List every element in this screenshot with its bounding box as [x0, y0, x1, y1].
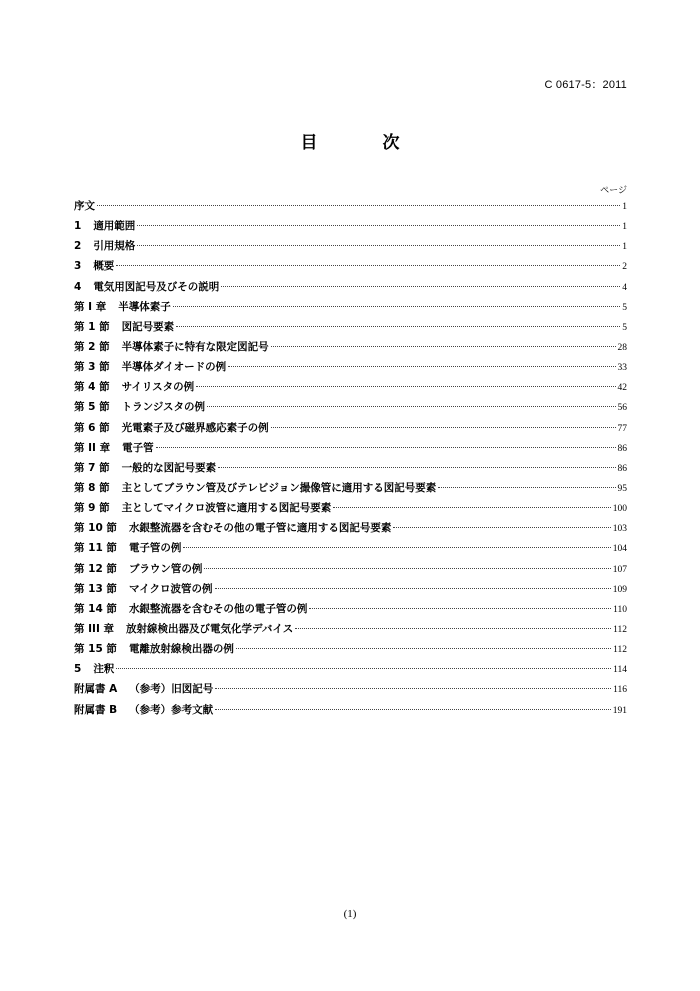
toc-entry-number: 第 2 節: [74, 340, 110, 353]
toc-entry-number: 第 7 節: [74, 461, 110, 474]
toc-entry[interactable]: [74, 440, 627, 460]
toc-entry-label: 水銀整流器を含むその他の電子管の例: [128, 602, 308, 615]
toc-entry-number: 5: [74, 663, 82, 676]
toc-entry-number: 第 15 節: [74, 643, 117, 656]
toc-entry-label: 電子管の例: [128, 542, 182, 555]
toc-entry-label: 光電素子及び磁界感応素子の例: [121, 421, 269, 434]
dot-leader: [173, 306, 621, 307]
toc-entry-label: マイクロ波管の例: [128, 582, 213, 595]
toc-entry-page: 1: [622, 202, 627, 212]
toc-entry[interactable]: [74, 379, 627, 399]
toc-entry-page: 4: [622, 282, 627, 293]
toc-entry-label: （参考）旧図記号: [129, 683, 214, 696]
toc-entry-label: 注釈: [93, 663, 115, 676]
toc-entry-page: 5: [622, 322, 627, 333]
toc-entry[interactable]: [74, 359, 627, 379]
toc-entry[interactable]: [74, 279, 627, 299]
dot-leader: [215, 588, 611, 589]
dot-leader: [393, 527, 610, 528]
toc-entry-number: 第 III 章: [74, 622, 115, 635]
toc-entry[interactable]: [74, 319, 627, 339]
toc-entry-label: 図記号要素: [121, 320, 175, 333]
toc-entry-label: トランジスタの例: [121, 401, 206, 414]
toc-entry-number: 第 I 章: [74, 300, 107, 313]
toc-entry[interactable]: [74, 399, 627, 419]
toc-entry[interactable]: [74, 540, 627, 560]
toc-entry-page: 56: [617, 403, 627, 414]
dot-leader: [271, 346, 616, 347]
dot-leader: [271, 427, 616, 428]
toc-entry-label: 概要: [93, 260, 115, 273]
toc-entry-label: 電離放射線検出器の例: [128, 643, 234, 656]
toc-entry-number: 第 3 節: [74, 361, 110, 374]
toc-entry-label: （参考）参考文献: [129, 703, 214, 716]
toc-entry-label: 半導体ダイオードの例: [121, 361, 227, 374]
toc-entry[interactable]: [74, 561, 627, 581]
toc-entry-number: 第 1 節: [74, 320, 110, 333]
toc-entry-label: 半導体素子に特有な限定図記号: [121, 340, 269, 353]
toc-entry-number: 4: [74, 280, 82, 293]
toc-entry-page: 116: [613, 685, 627, 696]
toc-entry-page: 104: [612, 544, 627, 555]
toc-entry-label: 適用範囲: [93, 220, 136, 233]
dot-leader: [295, 628, 611, 629]
toc-entry-page: 110: [613, 604, 627, 615]
toc-entry-label: 序文: [74, 200, 95, 212]
toc-entry-label: 主としてマイクロ波管に適用する図記号要素: [121, 502, 332, 515]
dot-leader: [228, 366, 615, 367]
dot-leader: [116, 265, 620, 266]
toc-entry-page: 77: [617, 423, 627, 434]
page-title: 目 次: [300, 133, 424, 153]
toc-entry-page: 191: [612, 705, 627, 716]
dot-leader: [215, 709, 611, 710]
toc-entry-number: 第 9 節: [74, 502, 110, 515]
toc-entry-number: 第 4 節: [74, 381, 110, 394]
dot-leader: [137, 245, 620, 246]
toc-entry[interactable]: [74, 661, 627, 681]
dot-leader: [309, 608, 611, 609]
toc-entry-label: 主としてブラウン管及びテレビジョン撮像管に適用する図記号要素: [121, 481, 437, 494]
toc-entry-page: 112: [613, 645, 627, 656]
dot-leader: [221, 286, 620, 287]
toc-entry-number: 1: [74, 220, 82, 233]
toc-entry-number: 第 5 節: [74, 401, 110, 414]
dot-leader: [333, 507, 611, 508]
toc-entry[interactable]: [74, 198, 627, 218]
toc-entry[interactable]: [74, 238, 627, 258]
toc-entry[interactable]: [74, 460, 627, 480]
dot-leader: [218, 467, 615, 468]
toc-entry[interactable]: [74, 581, 627, 601]
toc-entry-number: 2: [74, 240, 82, 253]
toc-entry-number: 第 10 節: [74, 522, 117, 535]
dot-leader: [236, 648, 611, 649]
toc-entry[interactable]: [74, 339, 627, 359]
toc-entry-label: 一般的な図記号要素: [121, 461, 217, 474]
toc-entry[interactable]: [74, 218, 627, 238]
toc-entry-page: 95: [617, 483, 627, 494]
dot-leader: [204, 568, 610, 569]
table-of-contents: [74, 198, 627, 722]
toc-entry-number: 3: [74, 260, 82, 273]
dot-leader: [137, 225, 620, 226]
toc-entry-label: 水銀整流器を含むその他の電子管に適用する図記号要素: [128, 522, 392, 535]
dot-leader: [156, 447, 616, 448]
toc-entry-page: 5: [622, 302, 627, 313]
toc-entry-page: 1: [622, 222, 627, 233]
toc-entry-number: 附属書 B: [74, 703, 118, 716]
toc-entry[interactable]: [74, 621, 627, 641]
toc-entry-number: 第 6 節: [74, 421, 110, 434]
page-column-label: ページ: [600, 186, 627, 196]
toc-entry[interactable]: [74, 520, 627, 540]
toc-entry-page: 42: [617, 383, 627, 394]
toc-entry[interactable]: [74, 641, 627, 661]
dot-leader: [196, 386, 615, 387]
dot-leader: [183, 547, 610, 548]
toc-entry-label: 半導体素子: [118, 300, 171, 313]
dot-leader: [207, 406, 615, 407]
toc-entry-label: 電子管: [122, 441, 154, 454]
standard-number: C 0617-5：2011: [544, 79, 627, 91]
toc-entry-label: ブラウン管の例: [128, 562, 203, 575]
toc-entry-number: 第 8 節: [74, 481, 110, 494]
toc-entry[interactable]: [74, 500, 627, 520]
toc-entry[interactable]: [74, 702, 627, 722]
toc-entry-label: サイリスタの例: [121, 381, 195, 394]
toc-entry-page: 2: [622, 262, 627, 273]
toc-entry-page: 86: [617, 443, 627, 454]
toc-entry-page: 28: [617, 342, 627, 353]
toc-entry-page: 112: [613, 624, 627, 635]
toc-entry-label: 電気用図記号及びその説明: [93, 280, 220, 293]
toc-entry[interactable]: [74, 681, 627, 701]
toc-entry-number: 第 12 節: [74, 562, 117, 575]
toc-entry-page: 114: [613, 665, 627, 676]
toc-entry-label: 引用規格: [93, 240, 136, 253]
toc-entry-number: 附属書 A: [74, 683, 118, 696]
toc-entry[interactable]: [74, 258, 627, 278]
toc-entry-page: 33: [617, 363, 627, 374]
toc-entry[interactable]: [74, 601, 627, 621]
toc-entry-number: 第 11 節: [74, 542, 117, 555]
toc-entry-page: 109: [612, 584, 627, 595]
page-folio: (1): [343, 908, 357, 920]
toc-entry[interactable]: [74, 299, 627, 319]
toc-entry[interactable]: [74, 420, 627, 440]
toc-entry-number: 第 13 節: [74, 582, 117, 595]
toc-entry-page: 100: [612, 504, 627, 515]
dot-leader: [116, 668, 611, 669]
toc-entry[interactable]: [74, 480, 627, 500]
dot-leader: [215, 688, 611, 689]
dot-leader: [438, 487, 615, 488]
dot-leader: [176, 326, 620, 327]
toc-entry-number: 第 II 章: [74, 441, 111, 454]
toc-entry-page: 86: [617, 463, 627, 474]
toc-entry-page: 1: [622, 242, 627, 253]
dot-leader: [97, 205, 620, 206]
toc-entry-label: 放射線検出器及び電気化学デバイス: [126, 622, 294, 635]
toc-entry-page: 107: [612, 564, 627, 575]
toc-entry-page: 103: [612, 524, 627, 535]
toc-entry-number: 第 14 節: [74, 602, 117, 615]
